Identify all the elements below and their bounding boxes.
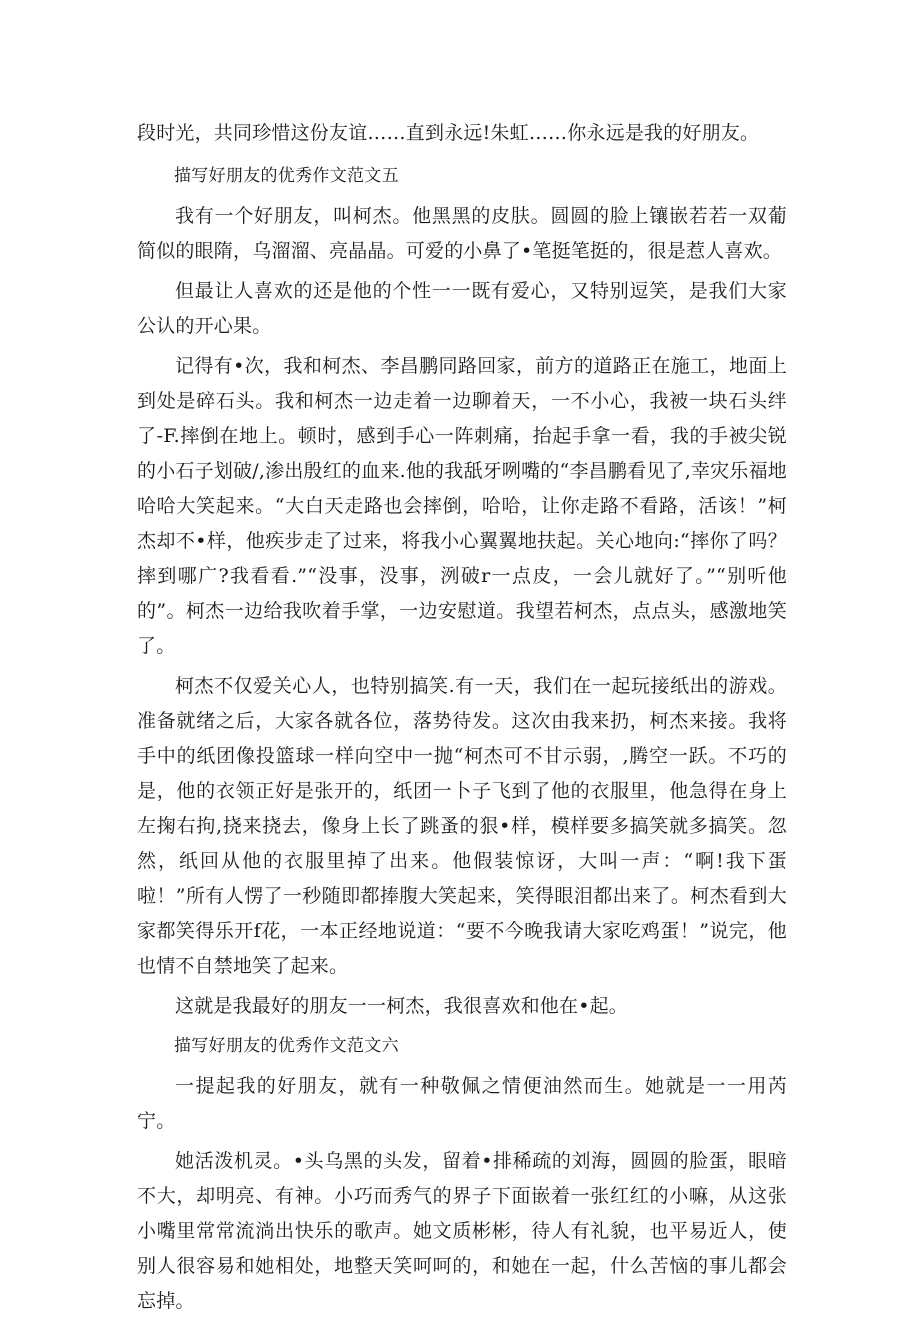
section-heading: 描写好朋友的优秀作文范文六 (174, 1036, 399, 1056)
section-heading: 描写好朋友的优秀作文范文五 (174, 166, 399, 186)
paragraph: 我有一个好朋友，叫柯杰。他黑黑的皮肤。圆圆的脸上镶嵌若若一双葡简似的眼隋，乌溜溜、亮晶晶。可爱的小鼻了•笔挺笔挺的，很是惹人喜欢。 (137, 205, 787, 262)
paragraph: 这就是我最好的朋友一一柯杰，我很喜欢和他在•起。 (175, 995, 629, 1017)
paragraph: 但最让人喜欢的还是他的个性一一既有爱心，又特别逗笑，是我们大家公认的开心果。 (137, 280, 787, 337)
paragraph: 段时光，共同珍惜这份友谊……直到永远!朱虹……你永远是我的好朋友。 (137, 122, 760, 144)
paragraph: 柯杰不仅爱关心人，也特别搞笑.有一天，我们在一起玩接纸出的游戏。准备就绪之后，大家各就各位，落势待发。这次由我来扔，柯杰来接。我将手中的纸团像投篮球一样向空中一抛“柯杰可不甘示弱，,腾空一跃。不巧的是，他的衣领正好是张开的，纸团一卜子飞到了他的衣服里，他急得在身上左掬右拘,挠来挠去，像身上长了跳蚤的狠•样，模样要多搞笑就多搞笑。忽然，纸回从他的衣服里掉了出来。他假装惊讶，大叫一声：“啊!我下蛋啦！”所有人愣了一秒随即都捧腹大笑起来，笑得眼泪都出来了。柯杰看到大家都笑得乐开f花，一本正经地说道：“要不今晚我请大家吃鸡蛋！”说完，他也情不自禁地笑了起来。 (137, 675, 787, 977)
paragraph: 记得有•次，我和柯杰、李昌鹏同路回家，前方的道路正在施工，地面上到处是碎石头。我和柯杰一边走着一边聊着天，一不小心，我被一块石头绊了-F.摔倒在地上。顿时，感到手心一阵刺痛，抬起手拿一看，我的手被尖锐的小石子划破/,渗出殷红的血来.他的我舐牙咧嘴的“李昌鹏看见了,幸灾乐福地哈哈大笑起来。“大白天走路也会摔倒，哈哈，让你走路不看路，活该！”柯杰却不•样，他疾步走了过来，将我小心翼翼地扶起。关心地向:“摔你了吗？摔到哪广?我看看.”“没事，没事，洌破r一点皮，一会儿就好了。”“别听他的”。柯杰一边给我吹着手掌，一边安慰道。我望若柯杰，点点头，感激地笑了。 (137, 355, 787, 657)
paragraph: 一提起我的好朋友，就有一种敬佩之情便油然而生。她就是一一用芮宁。 (137, 1075, 787, 1132)
document-body (137, 116, 787, 1319)
paragraph: 她活泼机灵。•头乌黑的头发，留着•排稀疏的刘海，圆圆的脸蛋，眼暗不大，却明亮、有神。小巧而秀气的界子下面嵌着一张红红的小嘛，从这张小嘴里常常流淌出快乐的歌声。她文质彬彬，待人有礼貌，也平易近人，使别人很容易和她相处，地整天笑呵呵的，和她在一起，什么苦恼的事儿都会忘掉。 (137, 1150, 787, 1312)
